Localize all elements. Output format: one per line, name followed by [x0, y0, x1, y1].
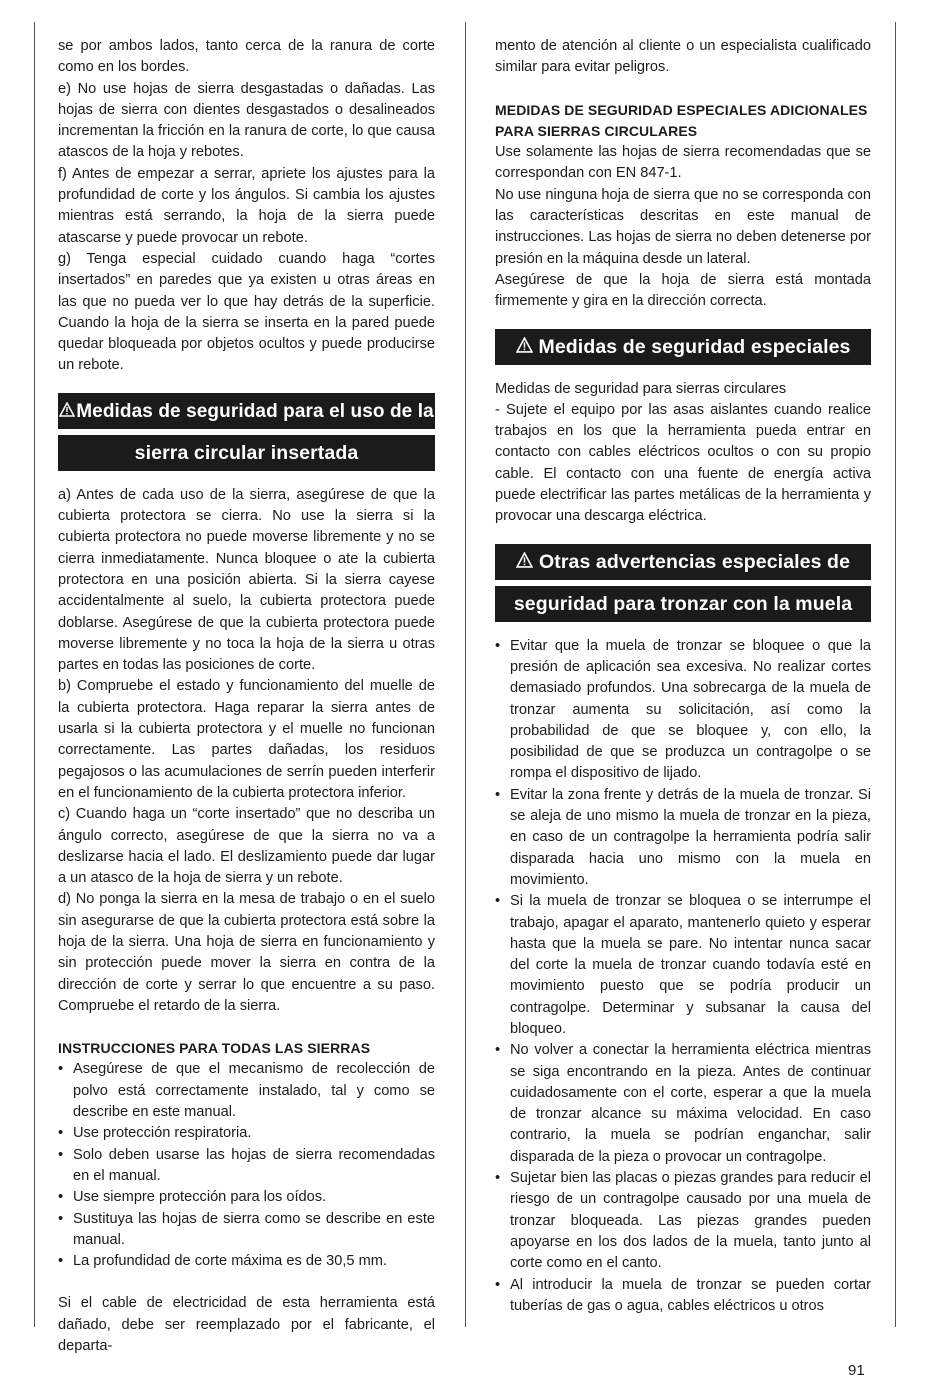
list-item: • Evitar la zona frente y detrás de la muela de tronzar. Si se aleja de uno mismo la muela de tronzar en la pieza, en caso de un contragolpe la herramienta podría salir disparada hacia uno mismo con la muela en movimiento.	[495, 785, 871, 891]
list-item: • Sujetar bien las placas o piezas grandes para reducir el riesgo de un contragolpe causado por una muela de tronzar bloqueada. Las piezas grandes pueden apoyarse en los dos lados de la muela, tanto junto al corte como en el canto.	[495, 1168, 871, 1274]
right-column	[495, 36, 871, 1317]
paragraph: f) Antes de empezar a serrar, apriete los ajustes para la profundidad de corte y los ángulos. Si cambia los ajustes mientras está serrando, la hoja de la sierra puede atascarse y puede provocar un rebote.	[58, 165, 435, 246]
list-item: • Evitar que la muela de tronzar se bloquee o que la presión de aplicación sea excesiva. No realizar cortes demasiado profundos. Una sobrecarga de la muela de tronzar aumenta su solicitación, así como la probabilidad de que se bloquee y, con ello, la posibilidad de que se produzca un contragolpe o se rompa el dispositivo de lijado.	[495, 636, 871, 785]
other-warnings-list	[495, 636, 871, 1318]
warning-triangle-icon	[59, 393, 75, 429]
list-item: • La profundidad de corte máxima es de 30,5 mm.	[58, 1251, 435, 1272]
intro-paragraphs	[58, 36, 435, 377]
section-heading-bar	[495, 329, 871, 365]
paragraph: d) No ponga la sierra en la mesa de trabajo o en el suelo sin asegurarse de que la cubierta protectora está sobre la hoja de la sierra. Una hoja de sierra en funcionamiento y sin protección puede mover la sierra en contra de la dirección de corte y serrar lo que encuentre a su paso. Compruebe el retardo de la sierra.	[58, 891, 435, 1014]
section-heading-text: sierra circular insertada	[134, 441, 359, 464]
section-heading-bar	[58, 435, 435, 471]
instructions-heading: INSTRUCCIONES PARA TODAS LAS SIERRAS	[58, 1040, 371, 1057]
left-margin-rule	[34, 22, 35, 1327]
warning-triangle-icon	[516, 329, 533, 365]
section-heading-text: Medidas de seguridad especiales	[538, 335, 851, 358]
list-item: • Use protección respiratoria.	[58, 1123, 435, 1144]
paragraph: c) Cuando haga un “corte insertado” que no describa un ángulo correcto, asegúrese de que la sierra no va a deslizarse hacia el lado. El deslizamiento puede dar lugar a un atasco de la hoja de sierra y un rebote.	[58, 806, 435, 887]
paragraph: - Sujete el equipo por las asas aislantes cuando realice trabajos en los que la herramienta pueda entrar en contacto con cables eléctricos ocultos o con su propio cable. El contacto con una fuente de energía activa puede electrificar las partes metálicas de la herramienta y provocar una descarga eléctrica.	[495, 401, 871, 525]
paragraph: a) Antes de cada uso de la sierra, asegúrese de que la cubierta protectora se cierra. No use la sierra si la cubierta protectora no puede moverse libremente y no se cierra inmediatamente. Nunca bloquee o ate la cubierta protectora en una posición abierta. Si la sierra cayese accidentalmente al suelo, la cubierta protectora puede doblarse. Asegúrese de que la cubierta protectora puede moverse libremente y no toca la hoja de la sierra u otras partes en todas las posiciones de corte.	[58, 486, 435, 674]
section-heading-text: Otras advertencias especiales de	[538, 550, 851, 573]
additional-heading: MEDIDAS DE SEGURIDAD ESPECIALES ADICIONALES	[495, 101, 868, 118]
right-margin-rule	[895, 22, 896, 1327]
list-item: • Sustituya las hojas de sierra como se describe en este manual.	[58, 1209, 435, 1252]
list-item: • Solo deben usarse las hojas de sierra recomendadas en el manual.	[58, 1145, 435, 1188]
special-paragraphs	[495, 379, 871, 528]
left-column	[58, 36, 435, 1357]
section-heading-bar	[58, 393, 435, 429]
paragraph: g) Tenga especial cuidado cuando haga “cortes insertados” en paredes que ya existen u otras áreas en las que no pueda ver lo que hay detrás de la superficie. Cuando la hoja de la sierra se inserta en la pared puede quedar bloqueada por objetos ocultos y puede producirse un rebote.	[58, 250, 435, 374]
paragraph: Asegúrese de que la hoja de sierra está montada firmemente y gira en la dirección correcta.	[495, 271, 871, 310]
paragraph: e) No use hojas de sierra desgastadas o dañadas. Las hojas de sierra con dientes desgastados o desalineados incrementan la fricción en la ranura de corte, lo que causa atascos de la hoja y rebotes.	[58, 80, 435, 161]
paragraph: mento de atención al cliente o un especialista cualificado similar para evitar peligros.	[495, 38, 871, 76]
section-heading-bar	[495, 586, 871, 622]
additional-paragraphs	[495, 142, 871, 312]
warning-triangle-icon	[516, 544, 533, 580]
section-paragraphs	[58, 485, 435, 1017]
section-heading-bar	[495, 544, 871, 580]
section-heading-text: seguridad para tronzar con la muela	[513, 592, 853, 615]
list-item: • No volver a conectar la herramienta eléctrica mientras se siga encontrando en la pieza. Antes de continuar cuidadosamente con el corte, esperar a que la muela de tronzar alcance su máxima velocidad. En caso contrario, la muela se podrían enganchar, salir disparada de la pieza o provocar un contragolpe.	[495, 1040, 871, 1168]
list-item: • Si la muela de tronzar se bloquea o se interrumpe el trabajo, apagar el aparato, mantenerlo quieto y esperar hasta que la muela se pare. No intentar nunca sacar del corte la muela de tronzar cuando todavía esté en movimiento puesto que se podría producir un contragolpe. Determinar y subsanar la causa del bloqueo.	[495, 891, 871, 1040]
list-item: • Use siempre protección para los oídos.	[58, 1187, 435, 1208]
column-divider-rule	[465, 22, 466, 1327]
paragraph: Use solamente las hojas de sierra recomendadas que se correspondan con EN 847-1.	[495, 144, 871, 182]
list-item: • Asegúrese de que el mecanismo de recolección de polvo está correctamente instalado, tal y como se describe en este manual.	[58, 1059, 435, 1123]
paragraph: Medidas de seguridad para sierras circulares	[495, 380, 787, 397]
instructions-list	[58, 1059, 435, 1272]
paragraph: b) Compruebe el estado y funcionamiento del muelle de la cubierta protectora. Haga reparar la sierra antes de usarla si la cubierta protectora y el muelle no funcionan correctamente. Las partes dañadas, los residuos pegajosos o las acumulaciones de serrín pueden interferir en el funcionamiento de la cubierta protectora inferior.	[58, 678, 435, 801]
paragraph: Si el cable de electricidad de esta herramienta está dañado, debe ser reemplazado por el fabricante, el departa-	[58, 1295, 435, 1355]
additional-heading: PARA SIERRAS CIRCULARES	[495, 122, 698, 139]
paragraph: se por ambos lados, tanto cerca de la ranura de corte como en los bordes.	[58, 38, 435, 76]
list-item: • Al introducir la muela de tronzar se pueden cortar tuberías de gas o agua, cables eléctricos u otros	[495, 1275, 871, 1318]
paragraph: No use ninguna hoja de sierra que no se corresponda con las características descritas en este manual de instrucciones. Las hojas de sierra no deben detenerse por presión en la máquina desde un lateral.	[495, 186, 871, 267]
page-number: 91	[848, 1362, 865, 1379]
section-heading-text: Medidas de seguridad para el uso de la	[76, 400, 434, 422]
